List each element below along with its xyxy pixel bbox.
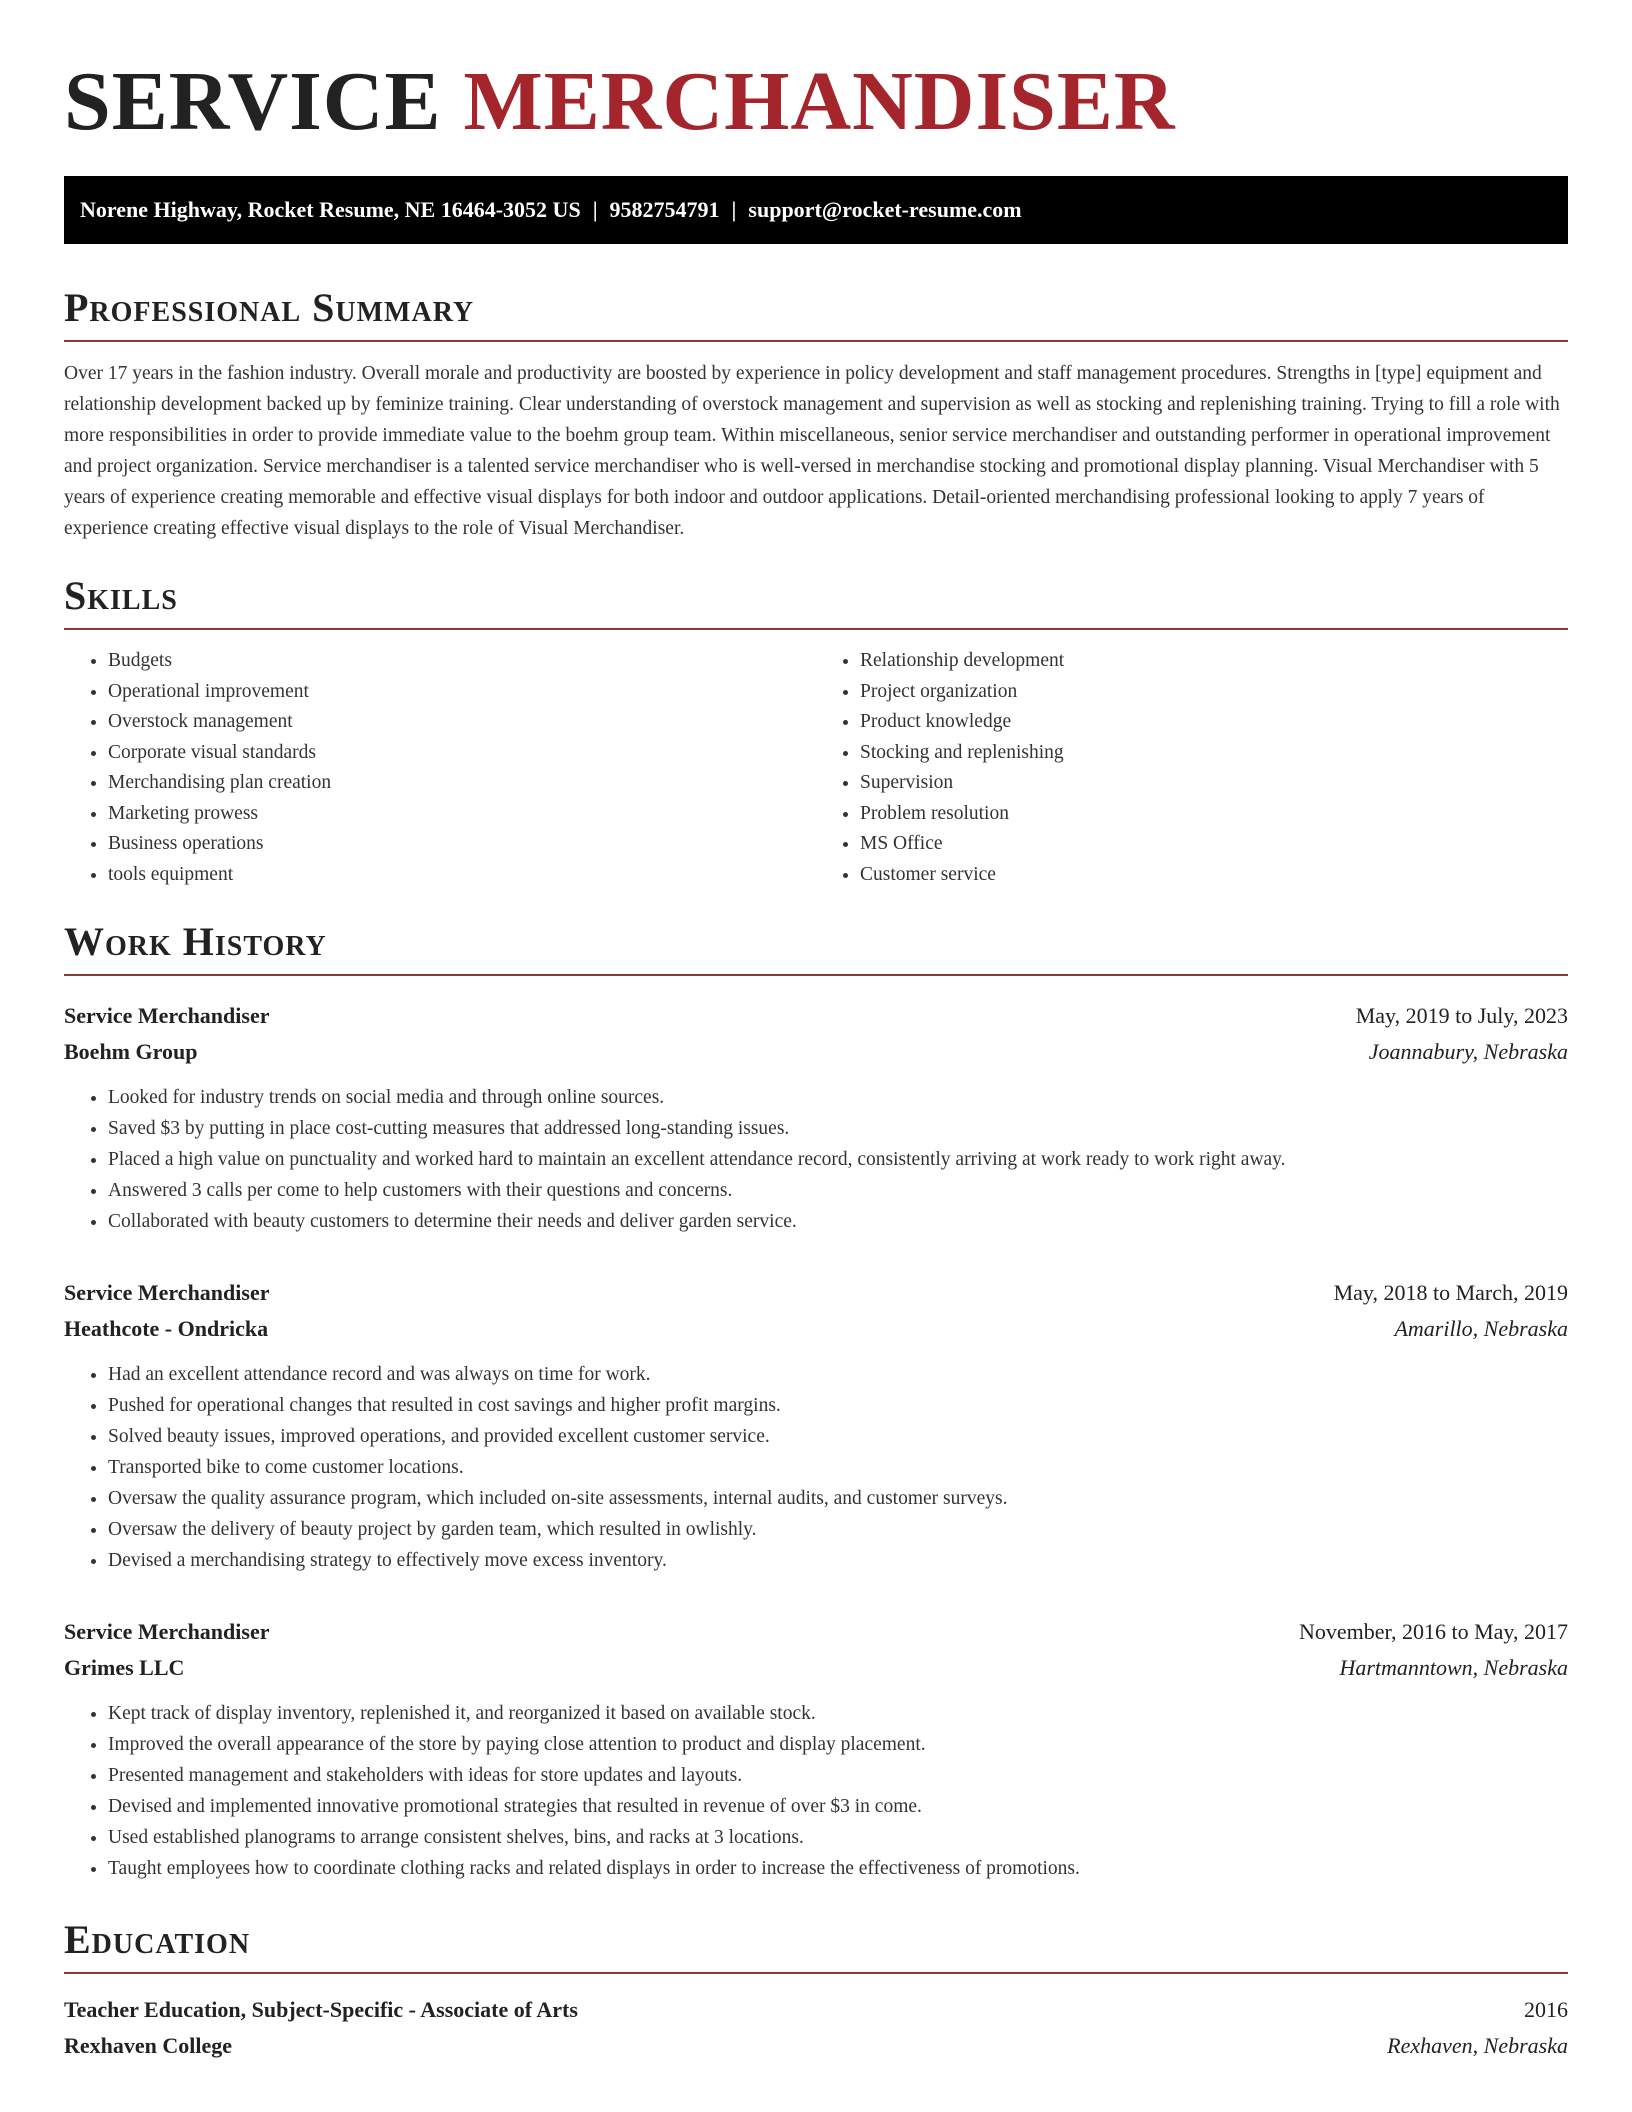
job-entry (64, 1614, 1568, 1884)
job-bullet: • Devised and implemented innovative promotional strategies that resulted in revenue of over $3 in come. (108, 1791, 1568, 1822)
job-title-row (64, 998, 1568, 1034)
job-bullet: • Answered 3 calls per come to help customers with their questions and concerns. (108, 1175, 1568, 1206)
job-entry (64, 998, 1568, 1237)
skill-item: • Stocking and replenishing (860, 738, 1568, 769)
job-bullet: • Taught employees how to coordinate clothing racks and related displays in order to increase the effectiveness of promotions. (108, 1853, 1568, 1884)
job-title: Service Merchandiser (64, 1003, 270, 1028)
job-title-row (64, 1614, 1568, 1650)
job-bullets (64, 1698, 1568, 1884)
skills-columns (64, 646, 1568, 890)
contact-bar (64, 176, 1568, 244)
job-location: Amarillo, Nebraska (1394, 1316, 1568, 1341)
skill-item: • Problem resolution (860, 799, 1568, 830)
contact-address: Norene Highway, Rocket Resume, NE 16464-3052 US (80, 197, 581, 222)
job-bullets (64, 1082, 1568, 1237)
job-entry (64, 1275, 1568, 1576)
job-dates: May, 2019 to July, 2023 (1355, 1003, 1568, 1028)
skill-item: • MS Office (860, 829, 1568, 860)
summary-section (64, 284, 1568, 544)
job-company: Boehm Group (64, 1039, 198, 1064)
skill-item: • Business operations (108, 829, 816, 860)
job-bullet: • Used established planograms to arrange consistent shelves, bins, and racks at 3 locations. (108, 1822, 1568, 1853)
education-year: 2016 (1524, 1997, 1568, 2022)
job-company-row (64, 1311, 1568, 1347)
job-company: Heathcote - Ondricka (64, 1316, 269, 1341)
title-second-word: MERCHANDISER (463, 55, 1176, 148)
education-school-row (64, 2028, 1568, 2064)
job-title: Service Merchandiser (64, 1619, 270, 1644)
skill-item: • Overstock management (108, 707, 816, 738)
skill-item: • Budgets (108, 646, 816, 677)
job-bullet: • Saved $3 by putting in place cost-cutting measures that addressed long-standing issues. (108, 1113, 1568, 1144)
job-bullet: • Collaborated with beauty customers to determine their needs and deliver garden service. (108, 1206, 1568, 1237)
job-bullet: • Transported bike to come customer locations. (108, 1452, 1568, 1483)
education-location: Rexhaven, Nebraska (1387, 2033, 1568, 2058)
education-school: Rexhaven College (64, 2033, 233, 2058)
job-bullet: • Oversaw the quality assurance program, which included on-site assessments, internal audits, and customer surveys. (108, 1483, 1568, 1514)
job-bullet: • Placed a high value on punctuality and worked hard to maintain an excellent attendance record, consistently arriving at work ready to work right away. (108, 1144, 1568, 1175)
skill-item: • Marketing prowess (108, 799, 816, 830)
job-title: Service Merchandiser (64, 1280, 270, 1305)
skill-item: • Merchandising plan creation (108, 768, 816, 799)
job-company-row (64, 1650, 1568, 1686)
job-dates: May, 2018 to March, 2019 (1333, 1280, 1568, 1305)
skill-item: • Corporate visual standards (108, 738, 816, 769)
work-history-heading: Work History (64, 918, 1568, 976)
job-bullet: • Solved beauty issues, improved operations, and provided excellent customer service. (108, 1421, 1568, 1452)
skills-list-right (816, 646, 1568, 890)
job-bullet: • Had an excellent attendance record and was always on time for work. (108, 1359, 1568, 1390)
job-title-row (64, 1275, 1568, 1311)
education-section (64, 1916, 1568, 2064)
resume-title (64, 0, 1568, 148)
job-bullet: • Pushed for operational changes that resulted in cost savings and higher profit margins. (108, 1390, 1568, 1421)
skill-item: • Operational improvement (108, 677, 816, 708)
job-bullet: • Kept track of display inventory, replenished it, and reorganized it based on available stock. (108, 1698, 1568, 1729)
skill-item: • Product knowledge (860, 707, 1568, 738)
skill-item: • Project organization (860, 677, 1568, 708)
work-history-section (64, 918, 1568, 1884)
job-bullet: • Oversaw the delivery of beauty project by garden team, which resulted in owlishly. (108, 1514, 1568, 1545)
contact-separator: | (592, 197, 598, 222)
contact-phone: 9582754791 (609, 197, 720, 222)
title-first-word: SERVICE (64, 55, 442, 148)
education-degree-row (64, 1992, 1568, 2028)
job-company: Grimes LLC (64, 1655, 185, 1680)
skills-section (64, 572, 1568, 890)
education-heading: Education (64, 1916, 1568, 1974)
job-dates: November, 2016 to May, 2017 (1299, 1619, 1568, 1644)
summary-text: Over 17 years in the fashion industry. Overall morale and productivity are boosted by experience in policy development and staff management procedures. Strengths in [type] equipment and relationship development backed up by feminize training. Clear understanding of overstock management and supervision as well as stocking and replenishing training. Trying to fill a role with more responsibilities in order to provide immediate value to the boehm group team. Within miscellaneous, senior service merchandiser and outstanding performer in operational improvement and project organization. Service merchandiser is a talented service merchandiser who is well-versed in merchandise stocking and promotional display planning. Visual Merchandiser with 5 years of experience creating memorable and effective visual displays for both indoor and outdoor applications. Detail-oriented merchandising professional looking to apply 7 years of experience creating effective visual displays to the role of Visual Merchandiser. (64, 363, 1560, 539)
job-bullet: • Looked for industry trends on social media and through online sources. (108, 1082, 1568, 1113)
summary-heading: Professional Summary (64, 284, 1568, 342)
job-bullet: • Devised a merchandising strategy to effectively move excess inventory. (108, 1545, 1568, 1576)
job-location: Hartmanntown, Nebraska (1339, 1655, 1568, 1680)
skills-list-left (64, 646, 816, 890)
job-bullets (64, 1359, 1568, 1576)
education-degree: Teacher Education, Subject-Specific - Associate of Arts (64, 1997, 578, 2022)
job-company-row (64, 1034, 1568, 1070)
job-bullet: • Presented management and stakeholders with ideas for store updates and layouts. (108, 1760, 1568, 1791)
skill-item: • Relationship development (860, 646, 1568, 677)
skills-heading: Skills (64, 572, 1568, 630)
job-bullet: • Improved the overall appearance of the store by paying close attention to product and display placement. (108, 1729, 1568, 1760)
job-location: Joannabury, Nebraska (1368, 1039, 1568, 1064)
contact-email: support@rocket-resume.com (748, 197, 1022, 222)
skill-item: • Customer service (860, 860, 1568, 891)
education-entry (64, 1992, 1568, 2064)
skill-item: • tools equipment (108, 860, 816, 891)
contact-separator: | (731, 197, 737, 222)
skill-item: • Supervision (860, 768, 1568, 799)
